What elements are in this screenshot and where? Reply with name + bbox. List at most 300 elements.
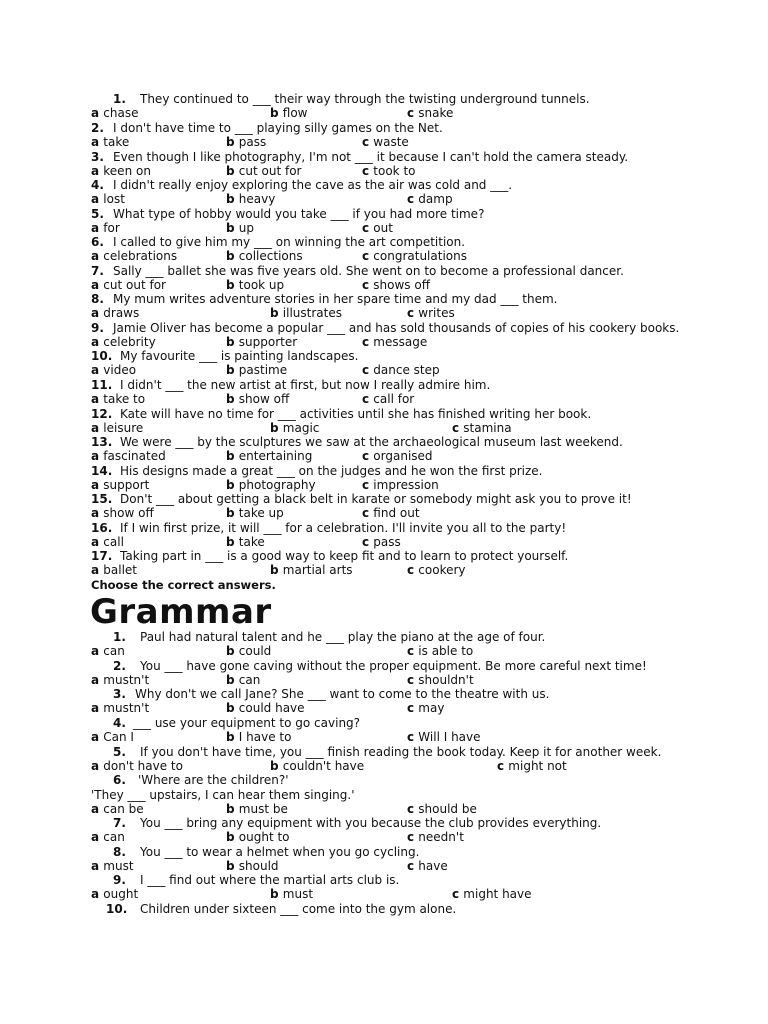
option-letter: c bbox=[407, 673, 419, 687]
question-line bbox=[0, 349, 768, 364]
option-text: show off bbox=[103, 506, 154, 520]
option-c bbox=[407, 802, 477, 817]
option-text: flow bbox=[282, 106, 308, 120]
question-line bbox=[0, 407, 768, 422]
answer-options bbox=[0, 306, 768, 321]
question-number: 9. bbox=[91, 321, 104, 335]
option-text: for bbox=[103, 221, 120, 235]
option-text: take bbox=[238, 535, 265, 549]
option-letter: c bbox=[362, 392, 374, 406]
option-letter: b bbox=[270, 106, 283, 120]
option-a bbox=[91, 249, 177, 264]
option-letter: b bbox=[226, 135, 239, 149]
question-number: 15. bbox=[91, 492, 113, 506]
question-line bbox=[0, 549, 768, 564]
option-c bbox=[407, 859, 448, 874]
answer-options bbox=[0, 278, 768, 293]
question-line bbox=[0, 264, 768, 279]
question-text: Jamie Oliver has become a popular ___ and has sold thousands of copies of his cookery books. bbox=[113, 321, 680, 335]
option-a bbox=[91, 506, 154, 521]
question-text: Even though I like photography, I'm not ___ it because I can't hold the camera steady. bbox=[113, 150, 629, 164]
option-a bbox=[91, 192, 125, 207]
question-text: His designs made a great ___ on the judges and he won the first prize. bbox=[120, 464, 543, 478]
question-number: 1. bbox=[113, 92, 126, 106]
option-text: magic bbox=[282, 421, 320, 435]
option-letter: b bbox=[226, 249, 239, 263]
option-c bbox=[452, 887, 532, 902]
option-letter: a bbox=[91, 506, 104, 520]
option-a bbox=[91, 644, 125, 659]
option-a bbox=[91, 363, 136, 378]
option-a bbox=[91, 802, 144, 817]
option-a bbox=[91, 335, 156, 350]
option-text: damp bbox=[418, 192, 453, 206]
option-letter: a bbox=[91, 478, 104, 492]
question-number: 13. bbox=[91, 435, 113, 449]
option-text: ought to bbox=[238, 830, 290, 844]
option-text: take to bbox=[103, 392, 146, 406]
option-b bbox=[226, 221, 254, 236]
option-letter: c bbox=[362, 278, 374, 292]
option-text: take bbox=[103, 135, 130, 149]
option-text: find out bbox=[373, 506, 420, 520]
option-letter: c bbox=[407, 701, 419, 715]
option-text: chase bbox=[103, 106, 139, 120]
option-a bbox=[91, 164, 151, 179]
question-line bbox=[0, 92, 768, 107]
option-letter: b bbox=[270, 421, 283, 435]
option-text: writes bbox=[418, 306, 455, 320]
option-letter: c bbox=[407, 192, 419, 206]
question-number: 1. bbox=[113, 630, 126, 644]
question-line bbox=[0, 630, 768, 645]
option-b bbox=[226, 644, 271, 659]
option-text: call for bbox=[373, 392, 415, 406]
question-line bbox=[0, 659, 768, 674]
option-a bbox=[91, 221, 120, 236]
option-c bbox=[407, 701, 444, 716]
option-text: cut out for bbox=[103, 278, 166, 292]
option-text: draws bbox=[103, 306, 140, 320]
question-number: 14. bbox=[91, 464, 113, 478]
option-c bbox=[362, 135, 409, 150]
question-text: My favourite ___ is painting landscapes. bbox=[120, 349, 359, 363]
option-letter: b bbox=[270, 887, 283, 901]
option-a bbox=[91, 701, 149, 716]
option-letter: c bbox=[407, 830, 419, 844]
option-letter: c bbox=[362, 506, 374, 520]
question-text-continued: 'They ___ upstairs, I can hear them singing.' bbox=[91, 788, 355, 802]
option-text: photography bbox=[238, 478, 316, 492]
option-text: dance step bbox=[373, 363, 440, 377]
option-c bbox=[452, 421, 512, 436]
option-text: mustn't bbox=[103, 673, 150, 687]
option-text: might not bbox=[508, 759, 567, 773]
option-letter: c bbox=[362, 164, 374, 178]
option-text: may bbox=[418, 701, 445, 715]
option-text: support bbox=[103, 478, 150, 492]
option-b bbox=[226, 506, 284, 521]
answer-options bbox=[0, 192, 768, 207]
question-number: 12. bbox=[91, 407, 113, 421]
answer-options bbox=[0, 478, 768, 493]
question-number: 10. bbox=[106, 902, 128, 916]
answer-options bbox=[0, 563, 768, 578]
option-b bbox=[270, 106, 308, 121]
option-text: took to bbox=[373, 164, 416, 178]
option-a bbox=[91, 421, 143, 436]
option-c bbox=[497, 759, 567, 774]
option-text: call bbox=[103, 535, 124, 549]
answer-options bbox=[0, 759, 768, 774]
option-text: have bbox=[418, 859, 448, 873]
option-b bbox=[270, 887, 313, 902]
question-line bbox=[0, 464, 768, 479]
option-text: pastime bbox=[238, 363, 288, 377]
option-c bbox=[362, 249, 467, 264]
question-number: 9. bbox=[113, 873, 126, 887]
option-text: mustn't bbox=[103, 701, 150, 715]
option-b bbox=[270, 421, 319, 436]
question-text: You ___ have gone caving without the proper equipment. Be more careful next time! bbox=[140, 659, 647, 673]
question-number: 6. bbox=[113, 773, 126, 787]
question-line bbox=[0, 773, 768, 788]
option-text: is able to bbox=[418, 644, 474, 658]
option-text: can bbox=[103, 830, 125, 844]
option-letter: b bbox=[226, 730, 239, 744]
option-letter: a bbox=[91, 106, 104, 120]
option-a bbox=[91, 730, 134, 745]
option-text: don't have to bbox=[103, 759, 183, 773]
option-c bbox=[407, 192, 453, 207]
option-text: celebrations bbox=[103, 249, 178, 263]
option-text: organised bbox=[373, 449, 433, 463]
question-text: Taking part in ___ is a good way to keep fit and to learn to protect yourself. bbox=[120, 549, 569, 563]
question-number: 4. bbox=[91, 178, 104, 192]
option-a bbox=[91, 535, 124, 550]
option-c bbox=[362, 278, 430, 293]
option-text: up bbox=[238, 221, 255, 235]
option-text: entertaining bbox=[238, 449, 313, 463]
option-letter: b bbox=[270, 306, 283, 320]
option-b bbox=[226, 802, 288, 817]
option-a bbox=[91, 306, 139, 321]
option-c bbox=[407, 730, 481, 745]
option-letter: b bbox=[226, 535, 239, 549]
option-letter: b bbox=[226, 802, 239, 816]
option-text: fascinated bbox=[103, 449, 166, 463]
option-letter: a bbox=[91, 673, 104, 687]
option-letter: a bbox=[91, 887, 104, 901]
option-b bbox=[226, 249, 303, 264]
answer-options bbox=[0, 335, 768, 350]
option-letter: a bbox=[91, 135, 104, 149]
question-line bbox=[0, 178, 768, 193]
answer-options bbox=[0, 887, 768, 902]
option-text: ought bbox=[103, 887, 139, 901]
option-letter: a bbox=[91, 192, 104, 206]
question-text: I ___ find out where the martial arts club is. bbox=[140, 873, 400, 887]
option-letter: a bbox=[91, 730, 104, 744]
option-letter: c bbox=[362, 221, 374, 235]
option-letter: c bbox=[407, 802, 419, 816]
option-text: Can I bbox=[103, 730, 134, 744]
answer-options bbox=[0, 221, 768, 236]
option-letter: a bbox=[91, 392, 104, 406]
question-text: Why don't we call Jane? She ___ want to come to the theatre with us. bbox=[135, 687, 550, 701]
option-text: might have bbox=[463, 887, 532, 901]
question-line bbox=[0, 435, 768, 450]
option-b bbox=[226, 164, 301, 179]
option-letter: c bbox=[362, 449, 374, 463]
answer-options bbox=[0, 363, 768, 378]
option-c bbox=[362, 363, 440, 378]
question-text: 'Where are the children?' bbox=[138, 773, 289, 787]
answer-options bbox=[0, 673, 768, 688]
question-number: 16. bbox=[91, 521, 113, 535]
option-a bbox=[91, 135, 129, 150]
option-letter: c bbox=[362, 249, 374, 263]
option-letter: a bbox=[91, 859, 104, 873]
question-text: What type of hobby would you take ___ if you had more time? bbox=[113, 207, 485, 221]
option-c bbox=[362, 221, 393, 236]
option-text: could bbox=[238, 644, 272, 658]
option-letter: b bbox=[226, 673, 239, 687]
question-line bbox=[0, 845, 768, 860]
option-a bbox=[91, 759, 183, 774]
option-letter: b bbox=[226, 830, 239, 844]
question-text: Paul had natural talent and he ___ play the piano at the age of four. bbox=[140, 630, 546, 644]
option-a bbox=[91, 449, 166, 464]
option-text: took up bbox=[238, 278, 285, 292]
option-letter: b bbox=[226, 335, 239, 349]
option-text: cut out for bbox=[238, 164, 302, 178]
option-text: needn't bbox=[418, 830, 464, 844]
question-text: My mum writes adventure stories in her spare time and my dad ___ them. bbox=[113, 292, 558, 306]
question-number: 8. bbox=[113, 845, 126, 859]
question-number: 2. bbox=[91, 121, 104, 135]
option-letter: a bbox=[91, 335, 104, 349]
option-text: show off bbox=[238, 392, 290, 406]
option-text: shouldn't bbox=[418, 673, 474, 687]
option-b bbox=[226, 449, 312, 464]
question-line bbox=[0, 521, 768, 536]
question-number: 5. bbox=[91, 207, 104, 221]
option-letter: a bbox=[91, 164, 104, 178]
option-letter: b bbox=[226, 164, 239, 178]
question-text: If I win first prize, it will ___ for a celebration. I'll invite you all to the party! bbox=[120, 521, 567, 535]
question-line bbox=[0, 492, 768, 507]
option-text: must bbox=[282, 887, 314, 901]
option-text: celebrity bbox=[103, 335, 156, 349]
option-c bbox=[407, 306, 455, 321]
option-letter: c bbox=[497, 759, 509, 773]
option-text: I have to bbox=[238, 730, 292, 744]
option-text: must bbox=[103, 859, 134, 873]
option-text: take up bbox=[238, 506, 284, 520]
answer-options bbox=[0, 506, 768, 521]
question-text: Sally ___ ballet she was five years old. She went on to become a professional dancer. bbox=[113, 264, 624, 278]
option-text: leisure bbox=[103, 421, 144, 435]
question-line bbox=[0, 207, 768, 222]
option-c bbox=[407, 106, 453, 121]
option-letter: a bbox=[91, 535, 104, 549]
option-letter: b bbox=[226, 278, 239, 292]
option-text: heavy bbox=[238, 192, 276, 206]
answer-options bbox=[0, 449, 768, 464]
option-text: impression bbox=[373, 478, 439, 492]
option-b bbox=[226, 363, 287, 378]
question-line bbox=[0, 235, 768, 250]
option-letter: c bbox=[452, 421, 464, 435]
option-letter: b bbox=[226, 449, 239, 463]
question-line bbox=[0, 816, 768, 831]
question-number: 5. bbox=[113, 745, 126, 759]
option-b bbox=[226, 701, 305, 716]
option-letter: a bbox=[91, 306, 104, 320]
answer-options bbox=[0, 135, 768, 150]
option-a bbox=[91, 563, 137, 578]
option-text: can be bbox=[103, 802, 144, 816]
option-letter: a bbox=[91, 221, 104, 235]
question-text: I didn't ___ the new artist at first, but now I really admire him. bbox=[120, 378, 491, 392]
option-text: should bbox=[238, 859, 279, 873]
option-a bbox=[91, 106, 138, 121]
question-number: 3. bbox=[91, 150, 104, 164]
option-text: martial arts bbox=[282, 563, 353, 577]
option-b bbox=[226, 673, 260, 688]
answer-options bbox=[0, 535, 768, 550]
option-letter: a bbox=[91, 449, 104, 463]
option-letter: c bbox=[362, 478, 374, 492]
option-a bbox=[91, 830, 125, 845]
option-letter: a bbox=[91, 363, 104, 377]
option-c bbox=[362, 478, 439, 493]
question-number: 4. bbox=[113, 716, 126, 730]
option-b bbox=[270, 759, 364, 774]
option-letter: b bbox=[226, 478, 239, 492]
answer-options bbox=[0, 802, 768, 817]
option-letter: a bbox=[91, 278, 104, 292]
option-letter: a bbox=[91, 249, 104, 263]
option-text: video bbox=[103, 363, 137, 377]
option-letter: a bbox=[91, 759, 104, 773]
question-line bbox=[0, 902, 768, 917]
question-text: Don't ___ about getting a black belt in karate or somebody might ask you to prove it! bbox=[120, 492, 632, 506]
option-text: couldn't have bbox=[282, 759, 365, 773]
answer-options bbox=[0, 644, 768, 659]
option-c bbox=[362, 335, 427, 350]
option-text: lost bbox=[103, 192, 125, 206]
option-b bbox=[226, 278, 284, 293]
option-letter: c bbox=[362, 535, 374, 549]
option-c bbox=[407, 644, 473, 659]
option-letter: c bbox=[362, 135, 374, 149]
option-letter: c bbox=[407, 563, 419, 577]
option-letter: c bbox=[407, 859, 419, 873]
section-heading-grammar: Grammar bbox=[90, 592, 272, 632]
option-letter: b bbox=[226, 192, 239, 206]
question-number: 2. bbox=[113, 659, 126, 673]
question-text: I don't have time to ___ playing silly games on the Net. bbox=[113, 121, 443, 135]
option-letter: c bbox=[362, 363, 374, 377]
option-b bbox=[270, 563, 353, 578]
option-a bbox=[91, 478, 149, 493]
option-text: could have bbox=[238, 701, 305, 715]
option-c bbox=[362, 164, 416, 179]
question-text: Kate will have no time for ___ activities until she has finished writing her book. bbox=[120, 407, 592, 421]
question-text: You ___ to wear a helmet when you go cycling. bbox=[140, 845, 420, 859]
question-line bbox=[0, 378, 768, 393]
question-number: 7. bbox=[113, 816, 126, 830]
option-b bbox=[226, 478, 316, 493]
instruction-text: Choose the correct answers. bbox=[91, 578, 276, 592]
question-number: 6. bbox=[91, 235, 104, 249]
option-letter: b bbox=[226, 392, 239, 406]
option-letter: b bbox=[226, 363, 239, 377]
option-c bbox=[362, 449, 433, 464]
question-number: 8. bbox=[91, 292, 104, 306]
question-text: If you don't have time, you ___ finish reading the book today. Keep it for another week. bbox=[140, 745, 662, 759]
option-letter: b bbox=[226, 701, 239, 715]
question-line bbox=[0, 873, 768, 888]
option-a bbox=[91, 859, 134, 874]
option-text: supporter bbox=[238, 335, 298, 349]
answer-options bbox=[0, 106, 768, 121]
option-text: can bbox=[238, 673, 261, 687]
option-a bbox=[91, 392, 145, 407]
option-c bbox=[407, 673, 474, 688]
question-number: 17. bbox=[91, 549, 113, 563]
question-text: You ___ bring any equipment with you because the club provides everything. bbox=[140, 816, 602, 830]
option-text: collections bbox=[238, 249, 303, 263]
option-text: should be bbox=[418, 802, 477, 816]
question-text: ___ use your equipment to go caving? bbox=[133, 716, 361, 730]
question-line bbox=[0, 121, 768, 136]
option-letter: b bbox=[226, 859, 239, 873]
question-number: 10. bbox=[91, 349, 113, 363]
option-c bbox=[362, 392, 414, 407]
option-b bbox=[270, 306, 342, 321]
option-b bbox=[226, 830, 290, 845]
option-letter: b bbox=[226, 506, 239, 520]
answer-options bbox=[0, 392, 768, 407]
option-letter: b bbox=[270, 759, 283, 773]
answer-options bbox=[0, 421, 768, 436]
option-a bbox=[91, 278, 166, 293]
option-a bbox=[91, 673, 149, 688]
option-b bbox=[226, 859, 279, 874]
option-text: can bbox=[103, 644, 125, 658]
option-text: congratulations bbox=[373, 249, 467, 263]
option-text: illustrates bbox=[282, 306, 342, 320]
option-c bbox=[362, 506, 420, 521]
option-text: Will I have bbox=[418, 730, 481, 744]
option-letter: a bbox=[91, 421, 104, 435]
question-text: They continued to ___ their way through the twisting underground tunnels. bbox=[140, 92, 590, 106]
option-letter: a bbox=[91, 701, 104, 715]
option-letter: a bbox=[91, 802, 104, 816]
question-line bbox=[0, 292, 768, 307]
option-c bbox=[407, 563, 466, 578]
option-letter: a bbox=[91, 563, 104, 577]
option-text: must be bbox=[238, 802, 288, 816]
option-letter: c bbox=[407, 644, 419, 658]
option-letter: c bbox=[407, 730, 419, 744]
option-text: keen on bbox=[103, 164, 151, 178]
option-b bbox=[226, 535, 265, 550]
question-line bbox=[0, 321, 768, 336]
